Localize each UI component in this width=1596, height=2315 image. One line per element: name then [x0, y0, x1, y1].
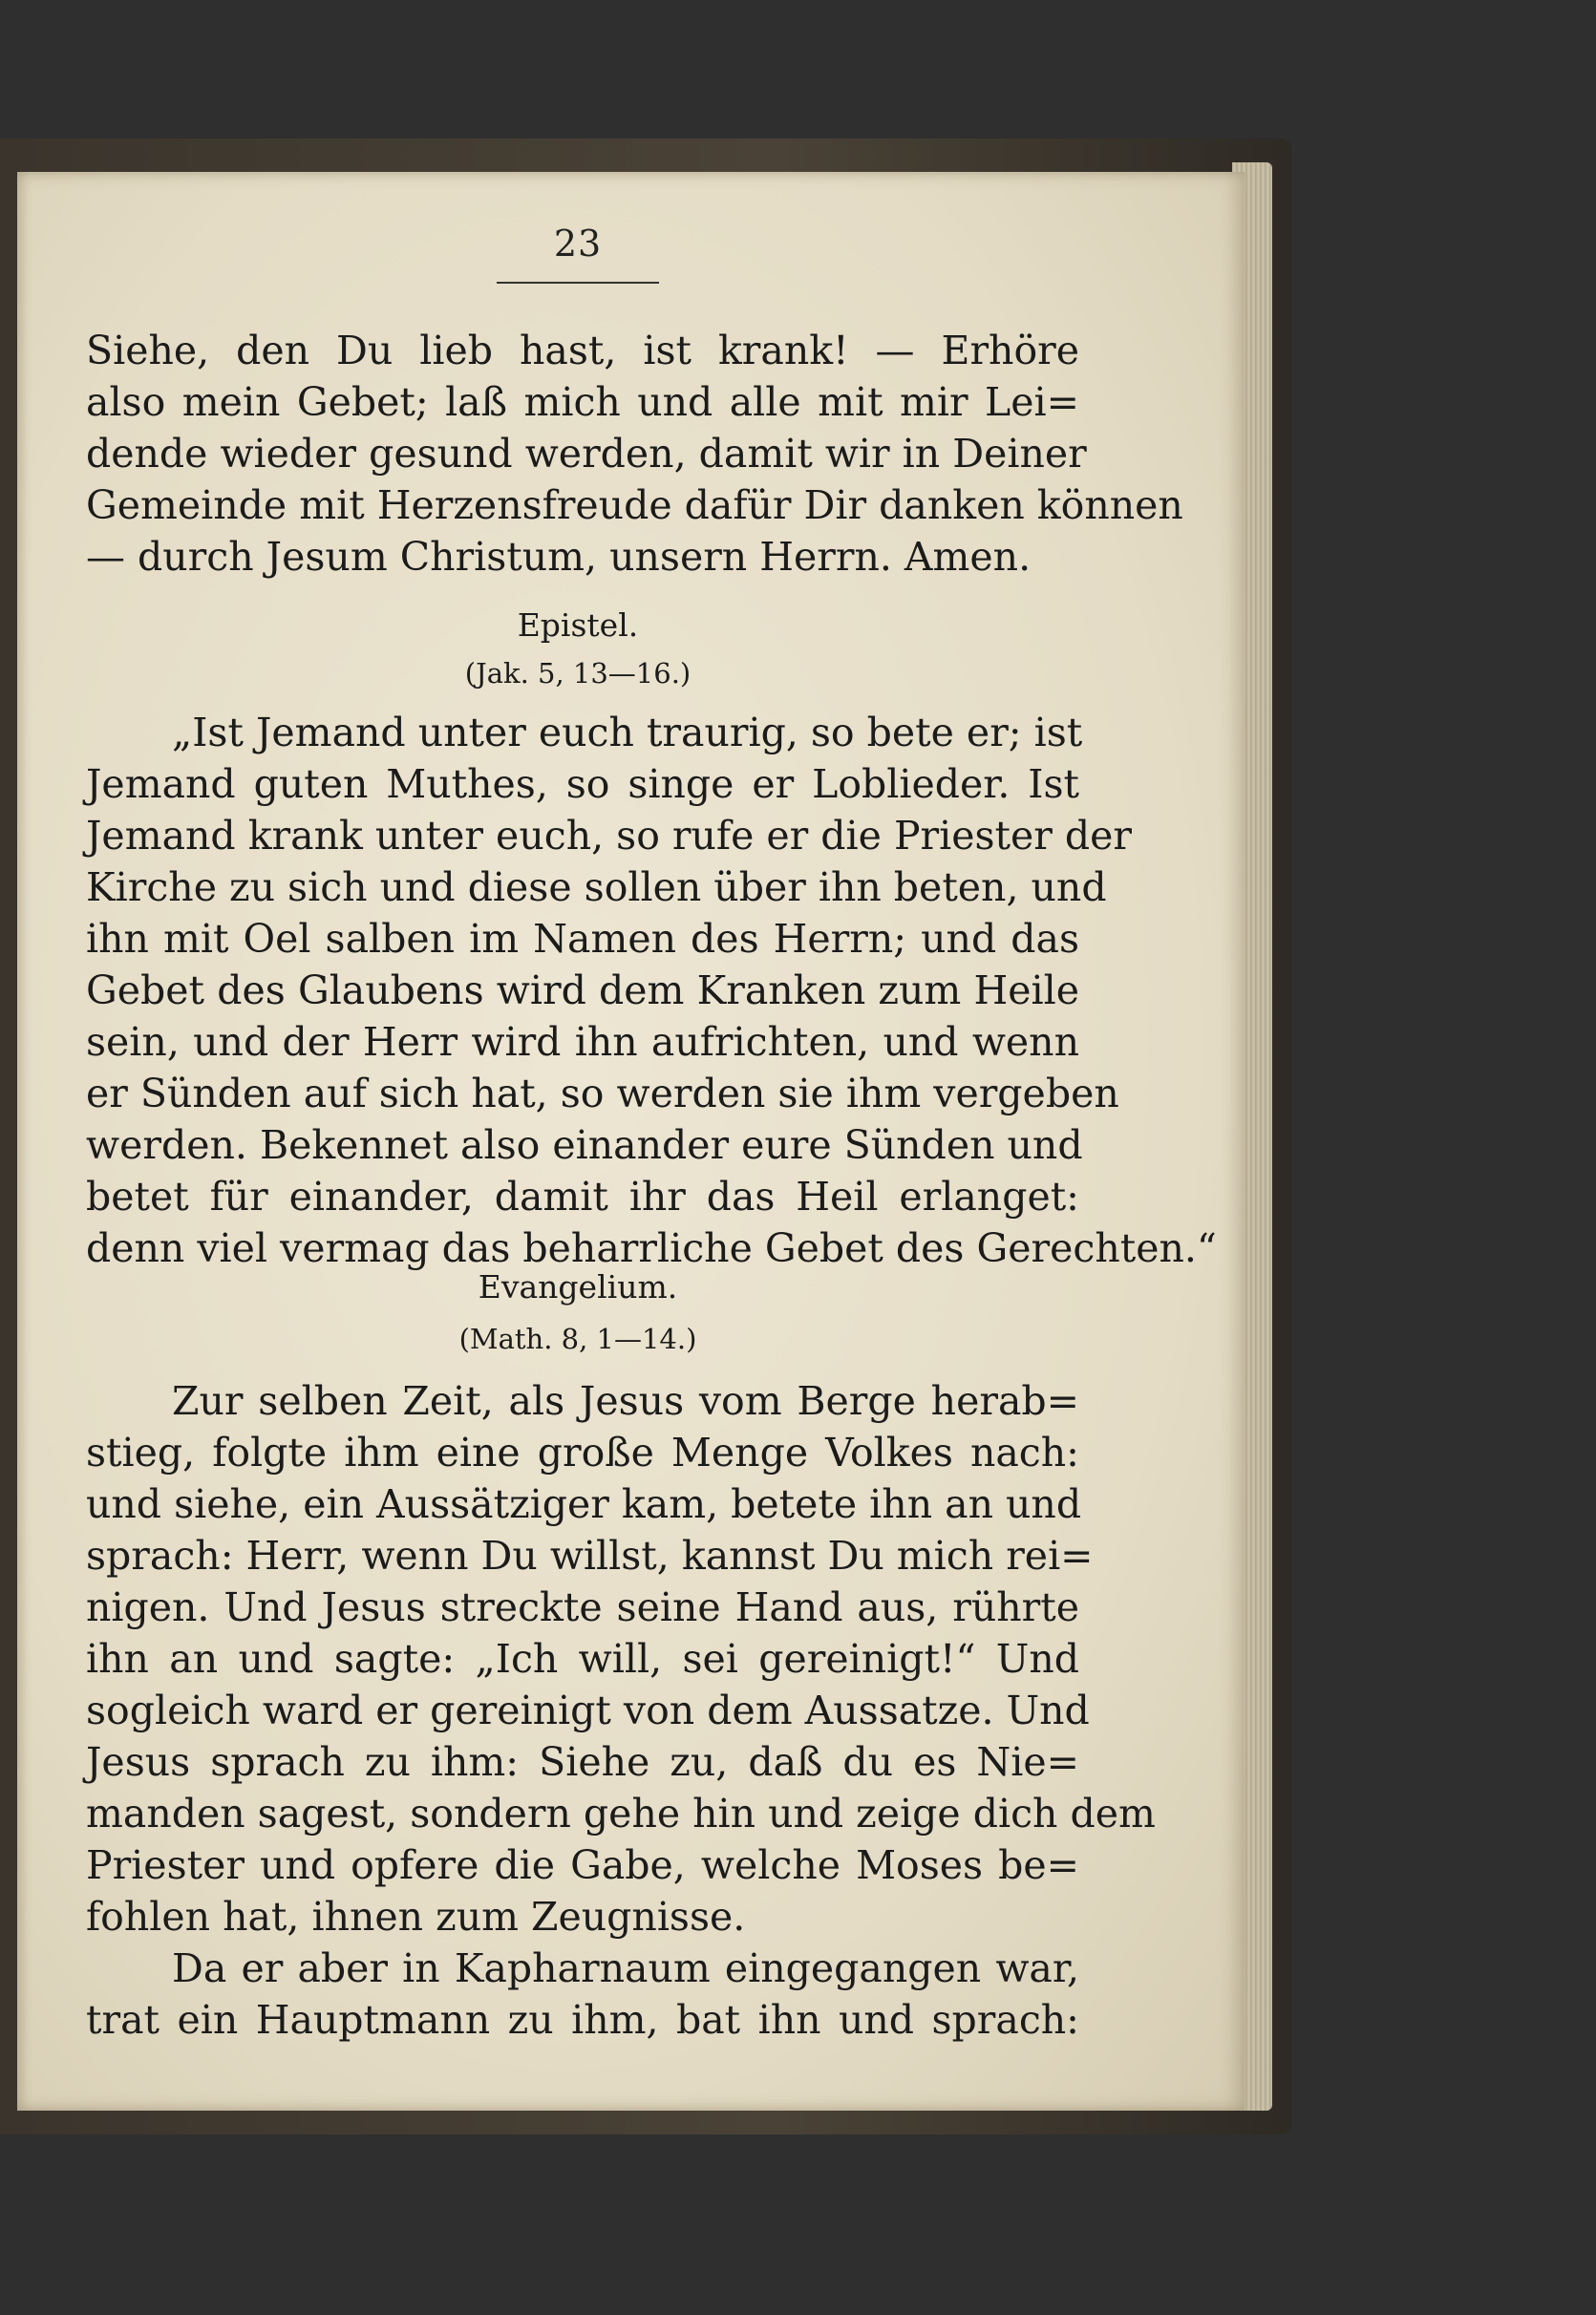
epistle-line: ihn mit Oel salben im Namen des Herrn; und das	[86, 916, 1079, 962]
epistle-heading: Epistel.	[517, 606, 639, 644]
epistle-reference: (Jak. 5, 13—16.)	[464, 657, 692, 690]
page-number: 23	[553, 223, 603, 265]
prayer-line: Siehe, den Du lieb hast, ist krank! — Erhöre	[86, 328, 1079, 373]
prayer-line: dende wieder gesund werden, damit wir in Deiner	[86, 431, 1087, 477]
gospel-line: nigen. Und Jesus streckte seine Hand aus, rührte	[86, 1584, 1079, 1630]
prayer-line: — durch Jesum Christum, unsern Herrn. Amen.	[86, 534, 1032, 580]
epistle-line: Gebet des Glaubens wird dem Kranken zum Heile	[86, 967, 1079, 1013]
header-rule	[497, 282, 659, 284]
epistle-line: werden. Bekennet also einander eure Sünden und	[86, 1122, 1083, 1168]
gospel-line: sogleich ward er gereinigt von dem Aussatze. Und	[86, 1688, 1090, 1733]
gospel-line: fohlen hat, ihnen zum Zeugnisse.	[86, 1894, 746, 1940]
gospel-line: Zur selben Zeit, als Jesus vom Berge herab=	[172, 1378, 1079, 1424]
gospel-line: und siehe, ein Aussätziger kam, betete ihn an und	[86, 1481, 1082, 1527]
epistle-line: Kirche zu sich und diese sollen über ihn beten, und	[86, 864, 1107, 910]
gospel-line: manden sagest, sondern gehe hin und zeige dich dem	[86, 1791, 1156, 1837]
gospel-line: stieg, folgte ihm eine große Menge Volkes nach:	[86, 1430, 1079, 1476]
epistle-line: er Sünden auf sich hat, so werden sie ihm vergeben	[86, 1071, 1119, 1116]
epistle-line: sein, und der Herr wird ihn aufrichten, und wenn	[86, 1019, 1079, 1065]
epistle-line: denn viel vermag das beharrliche Gebet des Gerechten.“	[86, 1225, 1217, 1271]
epistle-line: Jemand guten Muthes, so singe er Loblieder. Ist	[86, 761, 1079, 807]
epistle-line: Jemand krank unter euch, so rufe er die Priester der	[86, 813, 1133, 859]
gospel-line: Priester und opfere die Gabe, welche Moses be=	[86, 1842, 1079, 1888]
epistle-line: „Ist Jemand unter euch traurig, so bete er; ist	[172, 710, 1083, 755]
gospel-line: Da er aber in Kapharnaum eingegangen war,	[172, 1945, 1079, 1991]
gospel-line: Jesus sprach zu ihm: Siehe zu, daß du es Nie=	[86, 1739, 1079, 1785]
gospel-line: ihn an und sagte: „Ich will, sei gereinigt!“ Und	[86, 1636, 1079, 1682]
prayer-line: Gemeinde mit Herzensfreude dafür Dir danken können	[86, 482, 1183, 528]
gospel-reference: (Math. 8, 1—14.)	[458, 1323, 697, 1355]
prayer-line: also mein Gebet; laß mich und alle mit mir Lei=	[86, 379, 1079, 425]
gospel-line: sprach: Herr, wenn Du willst, kannst Du mich rei=	[86, 1533, 1094, 1579]
gospel-heading: Evangelium.	[478, 1268, 678, 1306]
gospel-line: trat ein Hauptmann zu ihm, bat ihn und sprach:	[86, 1997, 1079, 2043]
epistle-line: betet für einander, damit ihr das Heil erlanget:	[86, 1174, 1079, 1220]
